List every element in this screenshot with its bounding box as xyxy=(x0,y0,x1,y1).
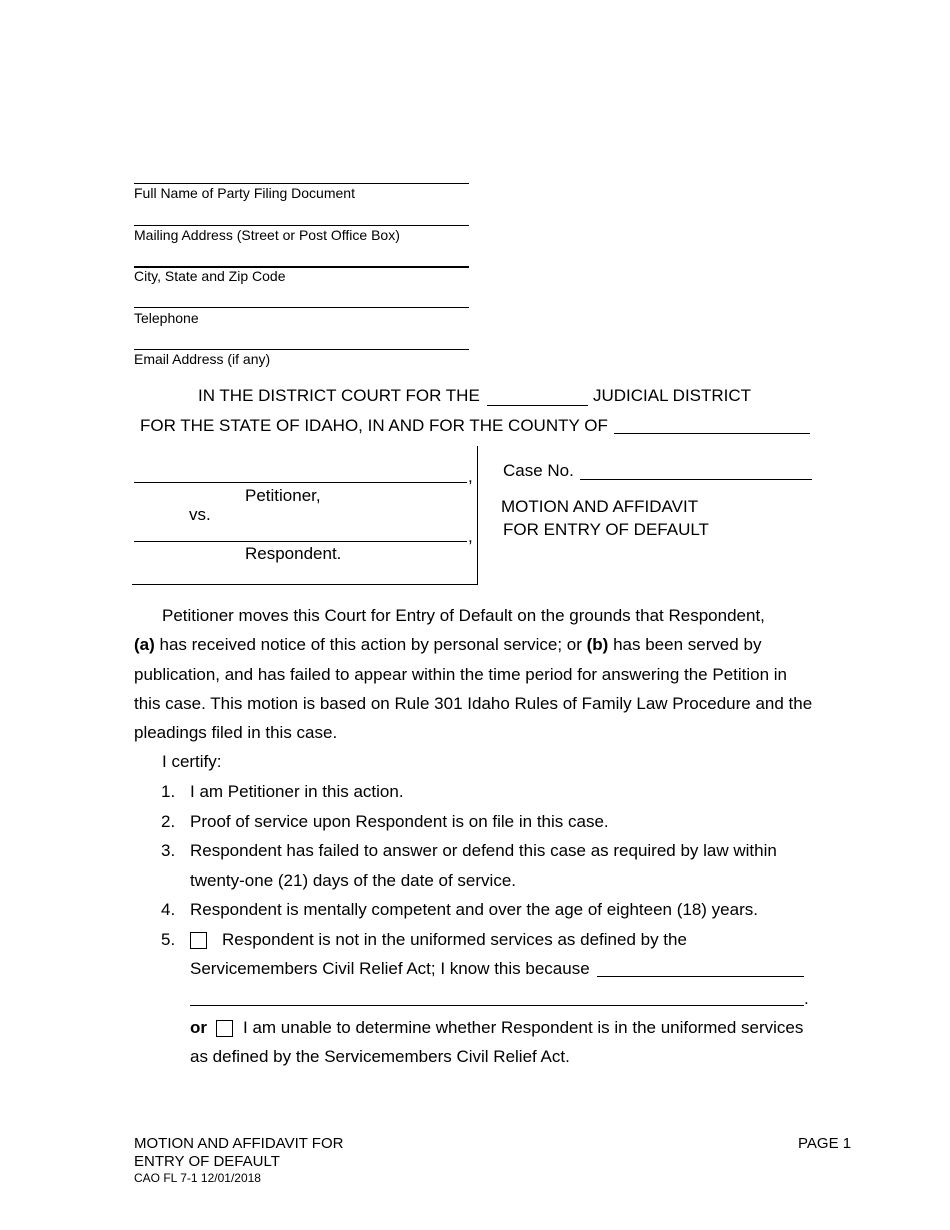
petitioner-comma: , xyxy=(468,467,473,486)
county-field[interactable] xyxy=(614,433,810,434)
footer-form-code: CAO FL 7-1 12/01/2018 xyxy=(134,1171,261,1185)
motion-paragraph xyxy=(134,601,824,777)
respondent-label: Respondent. xyxy=(245,544,342,563)
full-name-line[interactable] xyxy=(134,183,469,184)
footer-title-line2: ENTRY OF DEFAULT xyxy=(134,1153,280,1170)
intro-a: (a) xyxy=(134,635,155,655)
email-line[interactable] xyxy=(134,349,469,350)
intro-line-4: publication, and has failed to appear within the time period for answering the Petition in xyxy=(134,664,788,684)
petitioner-label: Petitioner, xyxy=(245,486,321,505)
item-5-text-cont: Servicemembers Civil Relief Act; I know this because xyxy=(190,959,590,978)
case-no-label: Case No. xyxy=(503,461,574,480)
doc-title-line2: FOR ENTRY OF DEFAULT xyxy=(503,520,709,539)
footer-page-number: PAGE 1 xyxy=(798,1135,852,1152)
item-5-num: 5. xyxy=(161,930,176,949)
court-header-line1-left: IN THE DISTRICT COURT FOR THE xyxy=(198,386,480,405)
or-text-cont: as defined by the Servicemembers Civil Relief Act. xyxy=(190,1047,570,1066)
respondent-comma: , xyxy=(468,527,473,546)
city-state-zip-label: City, State and Zip Code xyxy=(134,268,286,284)
footer-title-line1: MOTION AND AFFIDAVIT FOR xyxy=(134,1135,344,1152)
full-name-label: Full Name of Party Filing Document xyxy=(134,185,355,201)
court-header-line1-right: JUDICIAL DISTRICT xyxy=(593,386,752,405)
petitioner-name-field[interactable] xyxy=(134,482,467,483)
intro-text-3: has been served by xyxy=(608,635,762,655)
intro-line-5: this case. This motion is based on Rule 301 Idaho Rules of Family Law Procedure and the xyxy=(134,693,813,713)
intro-line-1: Petitioner moves this Court for Entry of Default on the grounds that Respondent, xyxy=(162,606,765,625)
item-1-num: 1. xyxy=(161,782,176,801)
item-5-text: Respondent is not in the uniformed services as defined by the xyxy=(222,930,687,949)
caption-bottom-rule xyxy=(132,584,477,585)
intro-text-2: has received notice of this action by personal service; or xyxy=(154,635,587,655)
item-4-text: Respondent is mentally competent and over the age of eighteen (18) years. xyxy=(190,900,758,919)
mailing-address-label: Mailing Address (Street or Post Office Box) xyxy=(134,227,400,243)
item-3-num: 3. xyxy=(161,841,176,860)
unable-to-determine-checkbox[interactable] xyxy=(216,1020,233,1037)
item-2-num: 2. xyxy=(161,812,176,831)
vs-label: vs. xyxy=(189,505,211,524)
case-no-field[interactable] xyxy=(580,479,812,480)
or-text: I am unable to determine whether Respondent is in the uniformed services xyxy=(243,1018,804,1037)
know-because-field-cont[interactable] xyxy=(190,1005,804,1006)
respondent-name-field[interactable] xyxy=(134,541,467,542)
telephone-label: Telephone xyxy=(134,310,199,326)
court-header-line2: FOR THE STATE OF IDAHO, IN AND FOR THE COUNTY OF xyxy=(140,416,608,435)
mailing-address-line[interactable] xyxy=(134,225,469,226)
know-because-field[interactable] xyxy=(597,976,804,977)
intro-line-6: pleadings filed in this case. xyxy=(134,723,338,743)
telephone-line[interactable] xyxy=(134,307,469,308)
not-uniformed-services-checkbox[interactable] xyxy=(190,932,207,949)
doc-title-line1: MOTION AND AFFIDAVIT xyxy=(501,497,699,516)
certify-label: I certify: xyxy=(162,752,222,772)
item-3-text-cont: twenty-one (21) days of the date of service. xyxy=(190,871,517,890)
judicial-district-field[interactable] xyxy=(487,405,588,406)
item-3-text: Respondent has failed to answer or defend this case as required by law within xyxy=(190,841,777,860)
intro-b: (b) xyxy=(586,635,609,655)
item-2-text: Proof of service upon Respondent is on file in this case. xyxy=(190,812,609,831)
or-label: or xyxy=(190,1018,207,1037)
item-1-text: I am Petitioner in this action. xyxy=(190,782,404,801)
item-5-period: . xyxy=(804,989,809,1008)
intro-line-2 xyxy=(134,630,824,659)
caption-divider xyxy=(477,446,478,585)
email-label: Email Address (if any) xyxy=(134,351,271,367)
item-4-num: 4. xyxy=(161,900,176,919)
